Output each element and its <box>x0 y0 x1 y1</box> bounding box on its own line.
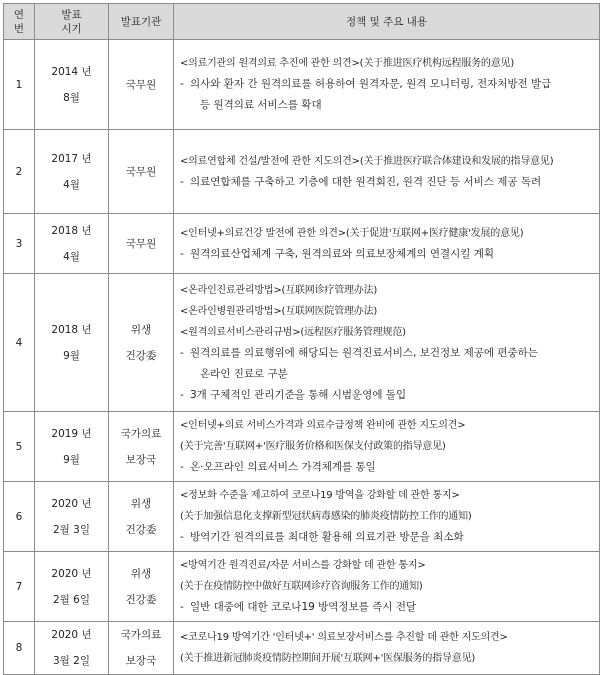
row-date-l1: 2020 년 <box>51 567 92 580</box>
row-date-l1: 2020 년 <box>51 629 92 641</box>
row-date-l1: 2018 년 <box>51 323 92 336</box>
policy-title: <코로나19 방역기간 '인터넷+' 의료보장서비스를 추진할 데 관한 지도의견> <box>180 632 508 643</box>
row-content <box>174 214 600 274</box>
header-num-l1: 연 <box>13 8 25 21</box>
row-org <box>109 214 174 274</box>
row-org-l2: 건강委 <box>125 349 157 362</box>
policy-bullet-continuation: 온라인 진료로 구분 <box>200 367 288 380</box>
row-content <box>174 274 600 412</box>
row-org-l1: 국무원 <box>125 165 157 178</box>
header-content: 정책 및 주요 내용 <box>174 4 600 40</box>
row-org-l1: 국가의료 <box>120 629 162 641</box>
row-content <box>174 552 600 622</box>
dash-icon: - <box>180 346 184 359</box>
header-date-l1: 발표 <box>61 8 82 21</box>
row-date-l2: 9월 <box>63 349 80 362</box>
row-org-l2: 보장국 <box>125 655 157 667</box>
policy-bullet-continuation: 등 원격의료 서비스를 확대 <box>200 99 322 111</box>
dash-icon: - <box>180 601 184 613</box>
policy-title: <인터넷+의료 서비스가격과 의료수급정책 완비에 관한 지도의견> <box>180 420 466 431</box>
row-number: 3 <box>4 214 35 274</box>
row-content <box>174 412 600 482</box>
row-org <box>109 40 174 130</box>
row-org-l1: 국가의료 <box>120 427 162 440</box>
header-num <box>4 4 35 40</box>
dash-icon: - <box>180 247 184 260</box>
row-date-l2: 4월 <box>63 250 80 263</box>
policy-title: <온라인병원관리방법>(互联网医院管理办法) <box>180 305 378 317</box>
row-number: 6 <box>4 482 35 552</box>
policy-bullet-text: 온·오프라인 의료서비스 가격체계를 통일 <box>190 461 376 473</box>
policy-bullet <box>180 172 593 193</box>
header-date <box>35 4 109 40</box>
header-org: 발표기관 <box>109 4 174 40</box>
row-org-l1: 위생 <box>130 567 152 580</box>
dash-icon: - <box>180 78 184 90</box>
row-number: 2 <box>4 130 35 214</box>
policy-bullet <box>180 244 593 265</box>
row-org <box>109 482 174 552</box>
row-date <box>35 130 109 214</box>
row-org-l2: 건강委 <box>125 523 157 536</box>
row-org <box>109 552 174 622</box>
row-org <box>109 412 174 482</box>
policy-bullet-text: 의사와 환자 간 원격의료를 허용하여 원격자문, 원격 모니터링, 전자처방전 발급 <box>190 78 552 90</box>
dash-icon: - <box>180 531 184 543</box>
row-content <box>174 40 600 130</box>
policy-bullet-text: 원격의료를 의료행위에 해당되는 원격진료서비스, 보건정보 제공에 편중하는 <box>190 346 538 359</box>
policy-title: (关于完善'互联网+'医疗服务价格和医保支付政策的指导意见) <box>180 441 446 452</box>
table-row <box>4 214 600 274</box>
row-date-l1: 2014 년 <box>51 65 92 78</box>
policy-bullet <box>180 457 593 478</box>
row-date-l1: 2018 년 <box>51 224 92 237</box>
table-row <box>4 482 600 552</box>
row-org-l2: 보장국 <box>125 453 157 466</box>
row-content <box>174 482 600 552</box>
row-date-l2: 9월 <box>63 453 80 466</box>
row-org-l1: 국무원 <box>125 78 157 91</box>
policy-title: <의료기관의 원격의료 추진에 관한 의견>(关于推进医疗机构远程服务的意见) <box>180 58 515 69</box>
policy-title: <방역기간 원격진료/자문 서비스를 강화할 데 관한 통지> <box>180 560 426 571</box>
policy-bullet <box>180 343 593 364</box>
dash-icon: - <box>180 388 184 401</box>
table-row <box>4 412 600 482</box>
dash-icon: - <box>180 175 184 188</box>
policy-title: <원격의료서비스관리규범>(远程医疗服务管理规范) <box>180 326 406 338</box>
policy-bullet <box>180 385 593 406</box>
policy-title: <온라인진료관리방법>(互联网诊疗管理办法) <box>180 284 378 296</box>
policy-bullet <box>180 74 593 95</box>
row-number: 7 <box>4 552 35 622</box>
row-org <box>109 622 174 675</box>
table-row <box>4 130 600 214</box>
policy-bullet-text: 원격의료산업체계 구축, 원격의료와 의료보장체계의 연결시킬 계획 <box>190 247 495 260</box>
row-org <box>109 274 174 412</box>
row-date <box>35 482 109 552</box>
row-date-l2: 2월 6일 <box>53 593 90 606</box>
header-num-l2: 번 <box>13 22 25 35</box>
row-date-l2: 8월 <box>63 91 80 104</box>
row-date-l2: 2월 3일 <box>53 523 90 536</box>
policy-table <box>3 3 600 675</box>
row-number: 5 <box>4 412 35 482</box>
policy-title: (关于推进新冠肺炎疫情防控期间开展'互联网+'医保服务的指导意见) <box>180 653 476 664</box>
row-content <box>174 130 600 214</box>
row-date <box>35 40 109 130</box>
table-row <box>4 622 600 675</box>
row-date <box>35 412 109 482</box>
row-date <box>35 552 109 622</box>
table-row <box>4 274 600 412</box>
policy-bullet <box>180 597 593 618</box>
row-date <box>35 214 109 274</box>
row-date-l1: 2019 년 <box>51 427 92 440</box>
row-org-l2: 건강委 <box>125 593 157 606</box>
row-number: 4 <box>4 274 35 412</box>
row-number: 1 <box>4 40 35 130</box>
policy-title: (关于在疫情防控中做好互联网诊疗咨询服务工作的通知) <box>180 581 423 592</box>
policy-bullet <box>180 527 593 548</box>
row-date-l2: 3월 2일 <box>53 655 90 667</box>
row-date <box>35 622 109 675</box>
row-date-l2: 4월 <box>63 178 80 191</box>
row-date-l1: 2017 년 <box>51 152 92 165</box>
row-org-l1: 국무원 <box>125 237 157 250</box>
policy-bullet-text: 의료연합체를 구축하고 기층에 대한 원격회진, 원격 진단 등 서비스 제공 독려 <box>190 175 542 188</box>
row-org-l1: 위생 <box>130 497 152 510</box>
header-date-l2: 시기 <box>61 22 82 35</box>
row-content <box>174 622 600 675</box>
policy-title: <정보화 수준을 제고하여 코로나19 방역을 강화할 데 관한 통지> <box>180 490 460 501</box>
policy-title: <인터넷+의료건강 발전에 관한 의견>(关于促进'互联网+医疗健康'发展的意见) <box>180 227 524 239</box>
table-header-row <box>4 4 600 40</box>
dash-icon: - <box>180 461 184 473</box>
table-row <box>4 40 600 130</box>
row-org-l1: 위생 <box>130 323 152 336</box>
row-date-l1: 2020 년 <box>51 497 92 510</box>
policy-bullet-text: 일반 대중에 대한 코로나19 방역정보를 즉시 전달 <box>190 601 417 613</box>
policy-bullet-text: 3개 구체적인 관리기준을 통해 시범운영에 돌입 <box>190 388 407 401</box>
policy-title: <의료연합체 건설/발전에 관한 지도의견>(关于推进医疗联合体建设和发展的指导意见) <box>180 155 554 167</box>
table-row <box>4 552 600 622</box>
policy-title: (关于加强信息化支撑新型冠状病毒感染的肺炎疫情防控工作的通知) <box>180 511 472 522</box>
row-number: 8 <box>4 622 35 675</box>
row-org <box>109 130 174 214</box>
policy-bullet-text: 방역기간 원격의료를 최대한 활용해 의료기관 방문을 최소화 <box>190 531 464 543</box>
row-date <box>35 274 109 412</box>
